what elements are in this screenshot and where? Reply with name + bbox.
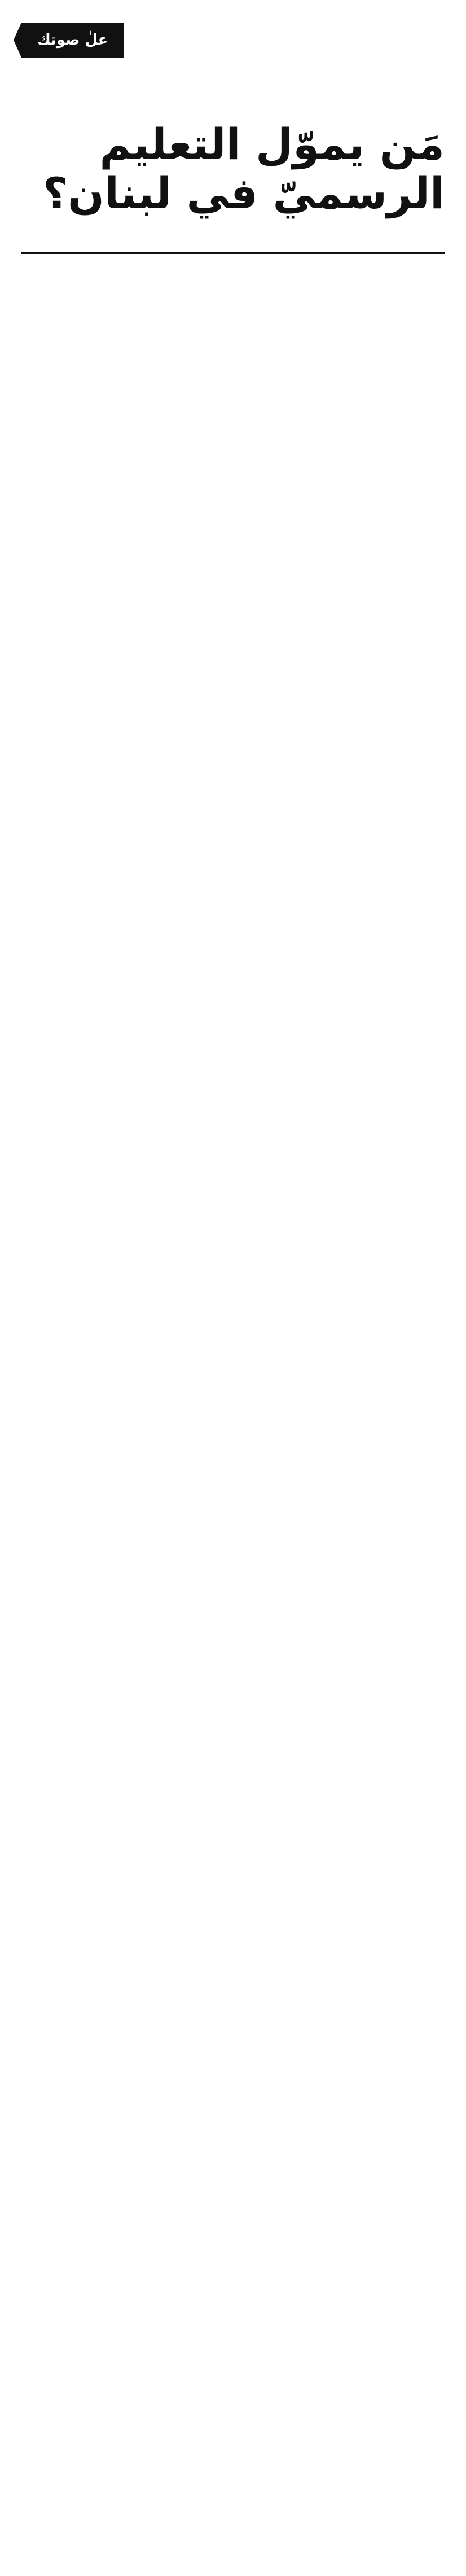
byline-rule (21, 252, 445, 254)
article-title-line-2: الرسميّ في لبنان؟ (42, 168, 445, 219)
article-headline (21, 120, 445, 218)
section-tag-wrap (21, 23, 354, 58)
section-tag: علٰ صوتك (21, 23, 124, 58)
article-title-line-1: مَن يموّل التعليم (99, 119, 445, 169)
